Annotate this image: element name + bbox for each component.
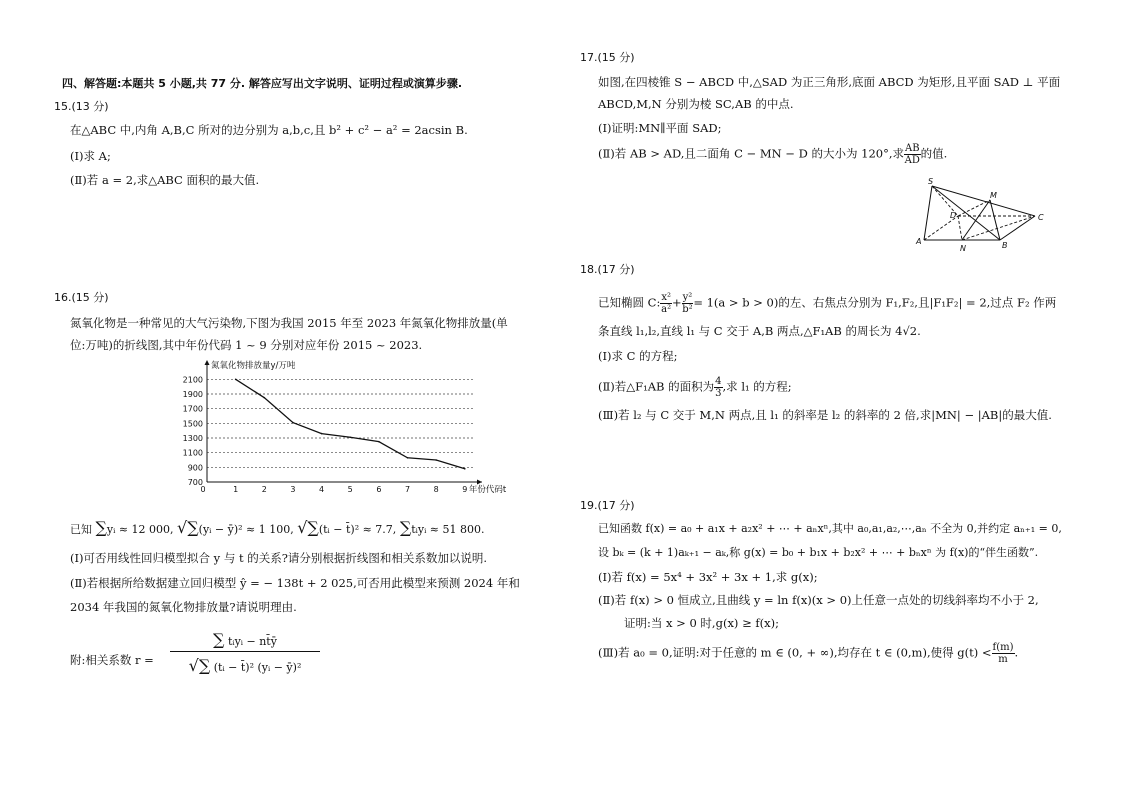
data-point	[235, 379, 237, 381]
q19-part3-prefix: (Ⅲ)若 a₀ = 0,证明:对于任意的 m ∈ (0, + ∞),均存在 t ∈ (0,m),使得 g(t) <	[598, 645, 992, 660]
data-point	[407, 457, 409, 459]
label-c: C	[1038, 213, 1044, 222]
known-sum-sq-y: (yᵢ − ȳ)² ≈ 1 100,	[198, 523, 294, 536]
q19-stem-line1: 已知函数 f(x) = a₀ + a₁x + a₂x² + ⋯ + aₙxⁿ,其中 a₀,a₁,a₂,⋯,aₙ 不全为 0,并约定 aₙ₊₁ = 0,	[598, 522, 1062, 535]
q16-part2b: 2034 年我国的氮氧化物排放量?请说明理由.	[70, 600, 297, 614]
q15-stem: 在△ABC 中,内角 A,B,C 所对的边分别为 a,b,c,且 b² + c² − a² = 2acsin B.	[70, 123, 468, 137]
q16-part1: (Ⅰ)可否用线性回归模型拟合 y 与 t 的关系?请分别根据折线图和相关系数加以说明.	[70, 551, 488, 565]
q18-part2-prefix: (Ⅱ)若△F₁AB 的面积为	[598, 379, 715, 394]
label-b: B	[1002, 241, 1008, 250]
y-tick-label: 1900	[182, 390, 203, 399]
x2-over-a2	[660, 292, 672, 315]
sqrt-sum-symbol-3: √∑	[297, 518, 319, 537]
q17-part1: (Ⅰ)证明:MN∥平面 SAD;	[598, 121, 722, 135]
y2-over-b2	[682, 292, 694, 315]
frac-fm: f(m)	[992, 642, 1014, 653]
y-tick-label: 2100	[182, 375, 203, 385]
y-axis-label: 氮氧化物排放量y/万吨	[211, 361, 296, 371]
q17-part2-prefix: (Ⅱ)若 AB > AD,且二面角 C − MN − D 的大小为 120°,求	[598, 146, 904, 161]
x-axis-label: 年份代码t	[468, 485, 507, 495]
emission-series-line	[236, 379, 465, 468]
x-tick-label: 8	[433, 485, 439, 494]
q15-part1: (Ⅰ)求 A;	[70, 149, 111, 163]
q17-stem-line1: 如图,在四棱锥 S − ABCD 中,△SAD 为正三角形,底面 ABCD 为矩形,且平面 SAD ⊥ 平面	[598, 75, 1061, 89]
q19-part3-suffix: .	[1014, 645, 1019, 660]
emission-line-chart	[162, 356, 507, 496]
frac-ad: AD	[904, 155, 920, 166]
data-point	[263, 397, 265, 399]
q18-number: 18.(17 分)	[580, 263, 635, 276]
q19-number: 19.(17 分)	[580, 499, 635, 512]
frac-b2: b²	[682, 304, 693, 315]
data-point	[435, 459, 437, 461]
q15-part2: (Ⅱ)若 a = 2,求△ABC 面积的最大值.	[70, 173, 260, 187]
q18-stem-line1: 已知椭圆 C: $\frac{\text{x²}}{\text{a²}}$ + $\frac{\text{y²}}{\text{b²}}$ = 1(a > b > 0)的左、右焦点分别为 F₁,F₂,且|F₁F₂| = 2,过点 F₂ 作两	[598, 292, 1057, 315]
q18-part3: (Ⅲ)若 l₂ 与 C 交于 M,N 两点,且 l₁ 的斜率是 l₂ 的斜率的 2 倍,求|MN| − |AB|的最大值.	[598, 408, 1052, 422]
frac-3: 3	[715, 388, 722, 399]
q19-part2b: 证明:当 x > 0 时,g(x) ≥ f(x);	[624, 616, 779, 630]
pyramid-figure	[910, 176, 1050, 256]
known-prefix: 已知	[70, 523, 92, 536]
label-n: N	[960, 244, 966, 253]
q16-stem-line1: 氮氧化物是一种常见的大气污染物,下图为我国 2015 年至 2023 年氮氧化物排放量(单	[70, 316, 508, 330]
y-tick-label: 900	[187, 463, 203, 473]
q16-stem-line2: 位:万吨)的折线图,其中年份代码 1 ~ 9 分别对应年份 2015 ~ 2023.	[70, 338, 423, 352]
q16-part2a: (Ⅱ)若根据所给数据建立回归模型 ŷ = − 138t + 2 025,可否用此模型来预测 2024 年和	[70, 576, 520, 590]
sum-symbol-4: ∑	[399, 518, 412, 537]
q17-part2-suffix: 的值.	[920, 146, 948, 161]
q19-part2a: (Ⅱ)若 f(x) > 0 恒成立,且曲线 y = ln f(x)(x > 0)上任意一点处的切线斜率均不小于 2,	[598, 593, 1039, 607]
q18-part2-suffix: ,求 l₁ 的方程;	[722, 379, 792, 394]
sum-symbol-1: ∑	[95, 518, 107, 537]
ab-over-ad-fraction	[904, 143, 921, 166]
data-point	[321, 433, 323, 435]
q19-part3	[598, 642, 1018, 665]
known-sum-ty: tᵢyᵢ ≈ 51 800.	[411, 523, 485, 536]
data-point	[292, 422, 294, 424]
frac-4: 4	[715, 376, 722, 387]
x-tick-label: 3	[290, 485, 296, 494]
y-tick-label: 1700	[182, 404, 203, 414]
q19-stem-line2: 设 bₖ = (k + 1)aₖ₊₁ − aₖ,称 g(x) = b₀ + b₁x + b₂x² + ⋯ + bₙxⁿ 为 f(x)的“伴生函数”.	[598, 546, 1039, 559]
q18-part1: (Ⅰ)求 C 的方程;	[598, 349, 678, 363]
formula-denominator: (tᵢ − t̄)² (yᵢ − ȳ)²	[213, 661, 302, 674]
y-tick-label: 1300	[182, 434, 203, 443]
q18-stem-line2: 条直线 l₁,l₂,直线 l₁ 与 C 交于 A,B 两点,△F₁AB 的周长为 4√2.	[598, 324, 921, 338]
x-tick-label: 9	[462, 485, 468, 494]
label-m: M	[990, 191, 997, 200]
frac-a2: a²	[661, 304, 672, 315]
q16-known-values	[70, 520, 485, 538]
q18-stem-suffix: = 1(a > b > 0)的左、右焦点分别为 F₁,F₂,且|F₁F₂| = 2,过点 F₂ 作两	[693, 295, 1057, 310]
section-header: 四、解答题:本题共 5 小题,共 77 分. 解答应写出文字说明、证明过程或演算步骤.	[62, 77, 463, 90]
frac-m: m	[998, 654, 1008, 665]
data-point	[464, 468, 466, 470]
formula-numerator: tᵢyᵢ − nt̄ȳ	[227, 635, 277, 648]
q15-number: 15.(13 分)	[54, 100, 109, 113]
q17-part2	[598, 143, 947, 166]
fm-over-m-fraction	[992, 642, 1015, 665]
label-a: A	[916, 237, 922, 246]
data-point	[378, 441, 380, 443]
x-tick-label: 5	[347, 485, 353, 494]
x-tick-label: 4	[319, 485, 325, 494]
q19-part1: (Ⅰ)若 f(x) = 5x⁴ + 3x² + 3x + 1,求 g(x);	[598, 570, 818, 584]
q16-appendix-label: 附:相关系数 r =	[70, 653, 154, 667]
formula-sum-num: ∑	[213, 630, 225, 649]
q17-number: 17.(15 分)	[580, 51, 635, 64]
four-thirds-fraction	[714, 376, 722, 399]
q18-stem-prefix: 已知椭圆 C:	[598, 295, 661, 310]
known-sum-y: yᵢ ≈ 12 000,	[106, 523, 174, 536]
q17-stem-line2: ABCD,M,N 分别为棱 SC,AB 的中点.	[598, 97, 794, 111]
formula-sqrt-sum: √∑	[188, 656, 211, 675]
y-tick-label: 1500	[182, 419, 203, 429]
x-axis-arrow	[477, 480, 482, 485]
x-tick-label: 7	[404, 485, 411, 494]
correlation-formula	[170, 630, 320, 675]
label-s: S	[928, 177, 934, 186]
y-tick-label: 700	[187, 478, 203, 487]
x-tick-label: 1	[233, 485, 239, 494]
frac-y2: y²	[682, 292, 693, 303]
q16-number: 16.(15 分)	[54, 291, 109, 304]
y-axis-arrow	[205, 360, 210, 365]
y-tick-label: 1100	[182, 448, 203, 458]
sqrt-sum-symbol-2: √∑	[177, 518, 199, 537]
data-point	[349, 436, 351, 438]
x-tick-label: 6	[376, 485, 382, 494]
x-tick-label: 0	[200, 485, 206, 494]
frac-ab: AB	[905, 143, 920, 154]
label-d: D	[950, 211, 957, 220]
frac-x2: x²	[661, 292, 671, 303]
q18-part2	[598, 376, 792, 399]
known-sum-sq-t: (tᵢ − t̄)² ≈ 7.7,	[318, 523, 397, 536]
x-tick-label: 2	[261, 485, 267, 494]
